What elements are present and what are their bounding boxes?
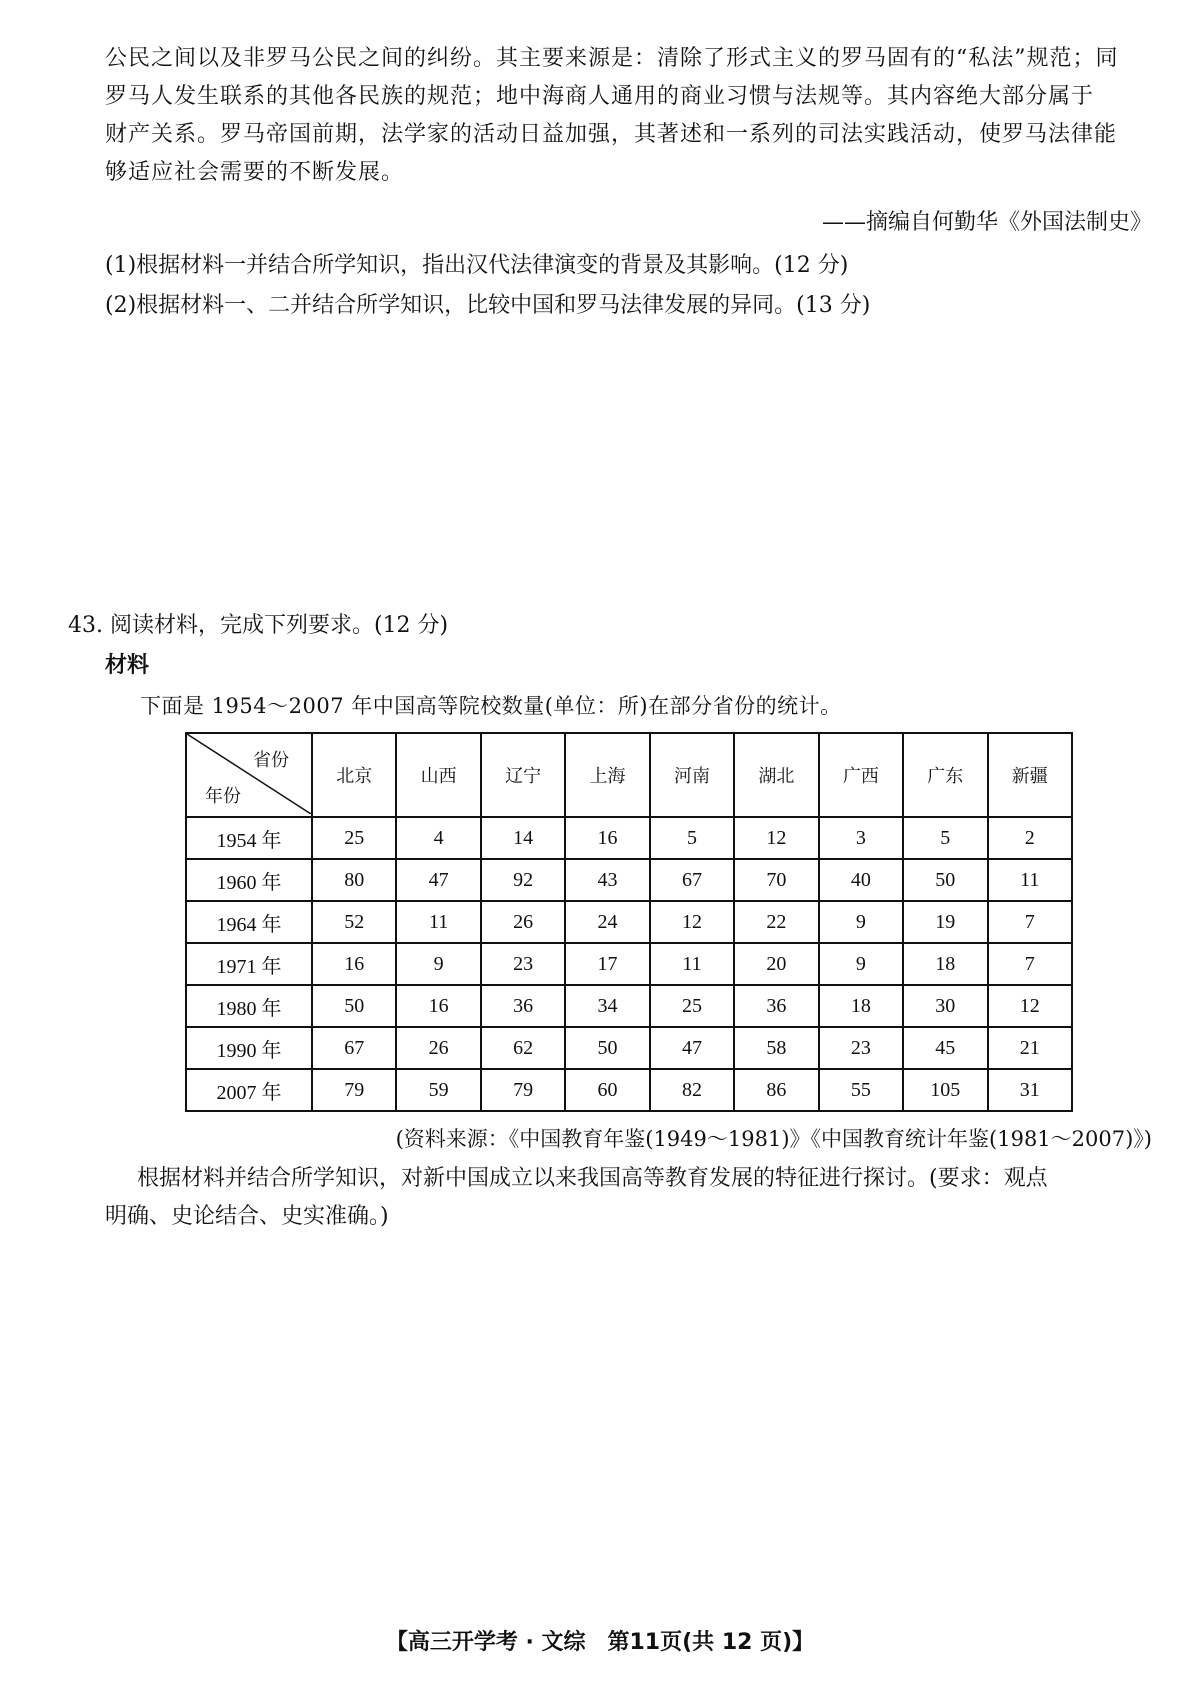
table-cell: 70 bbox=[734, 859, 818, 901]
table-cell: 11 bbox=[650, 943, 734, 985]
table-cell: 34 bbox=[565, 985, 649, 1027]
table-cell: 7 bbox=[988, 901, 1073, 943]
table-cell: 36 bbox=[734, 985, 818, 1027]
table-row bbox=[186, 985, 1072, 1027]
paragraph-line: 罗马人发生联系的其他各民族的规范；地中海商人通用的商业习惯与法规等。其内容绝大部分属于 bbox=[105, 84, 1095, 109]
table-cell: 3 bbox=[819, 817, 903, 859]
table-cell: 80 bbox=[312, 859, 396, 901]
question-2: (2)根据材料一、二并结合所学知识，比较中国和罗马法律发展的异同。(13 分) bbox=[105, 293, 871, 318]
table-cell: 17 bbox=[565, 943, 649, 985]
table-cell: 79 bbox=[312, 1069, 396, 1111]
column-header: 北京 bbox=[312, 733, 396, 817]
table-cell: 4 bbox=[396, 817, 480, 859]
table-cell: 7 bbox=[988, 943, 1073, 985]
table-cell: 12 bbox=[650, 901, 734, 943]
column-header: 广西 bbox=[819, 733, 903, 817]
table-cell: 16 bbox=[396, 985, 480, 1027]
table-cell: 24 bbox=[565, 901, 649, 943]
table-cell: 47 bbox=[650, 1027, 734, 1069]
material-intro: 下面是 1954～2007 年中国高等院校数量(单位：所)在部分省份的统计。 bbox=[140, 694, 842, 718]
table-cell: 9 bbox=[819, 901, 903, 943]
question-43-title: 43. 阅读材料，完成下列要求。(12 分) bbox=[68, 613, 449, 638]
table-cell: 58 bbox=[734, 1027, 818, 1069]
table-cell: 20 bbox=[734, 943, 818, 985]
material-label: 材料 bbox=[105, 652, 150, 678]
table-source: (资料来源：《中国教育年鉴(1949～1981)》《中国教育统计年鉴(1981～2007)》) bbox=[395, 1127, 1152, 1151]
paragraph-line: 公民之间以及非罗马公民之间的纠纷。其主要来源是：清除了形式主义的罗马固有的“私法”规范；同 bbox=[105, 46, 1119, 71]
column-header: 湖北 bbox=[734, 733, 818, 817]
corner-province-label: 省份 bbox=[253, 750, 289, 770]
column-header: 新疆 bbox=[988, 733, 1073, 817]
question-43-task bbox=[105, 1160, 1165, 1236]
table-row bbox=[186, 1069, 1072, 1111]
table-cell: 55 bbox=[819, 1069, 903, 1111]
material-two-source: ——摘编自何勤华《外国法制史》 bbox=[821, 210, 1152, 235]
table-row bbox=[186, 901, 1072, 943]
table-cell: 9 bbox=[396, 943, 480, 985]
table-cell: 25 bbox=[312, 817, 396, 859]
table-corner-cell bbox=[186, 733, 312, 817]
table-cell: 52 bbox=[312, 901, 396, 943]
table-body bbox=[186, 817, 1072, 1111]
table-cell: 11 bbox=[396, 901, 480, 943]
university-count-table bbox=[185, 732, 1073, 1112]
table-cell: 16 bbox=[312, 943, 396, 985]
table-cell: 16 bbox=[565, 817, 649, 859]
row-year-cell: 1990 年 bbox=[186, 1027, 312, 1069]
column-header: 河南 bbox=[650, 733, 734, 817]
table-row bbox=[186, 817, 1072, 859]
table-cell: 30 bbox=[903, 985, 987, 1027]
table-cell: 11 bbox=[988, 859, 1073, 901]
table-cell: 12 bbox=[988, 985, 1073, 1027]
table-cell: 31 bbox=[988, 1069, 1073, 1111]
table-cell: 26 bbox=[481, 901, 565, 943]
table-cell: 50 bbox=[312, 985, 396, 1027]
table-cell: 25 bbox=[650, 985, 734, 1027]
table-cell: 86 bbox=[734, 1069, 818, 1111]
table-cell: 22 bbox=[734, 901, 818, 943]
table-cell: 43 bbox=[565, 859, 649, 901]
row-year-cell: 1971 年 bbox=[186, 943, 312, 985]
table-cell: 18 bbox=[903, 943, 987, 985]
paragraph-line: 够适应社会需要的不断发展。 bbox=[105, 160, 405, 185]
row-year-cell: 2007 年 bbox=[186, 1069, 312, 1111]
column-header: 广东 bbox=[903, 733, 987, 817]
row-year-cell: 1980 年 bbox=[186, 985, 312, 1027]
table-cell: 45 bbox=[903, 1027, 987, 1069]
table-cell: 50 bbox=[565, 1027, 649, 1069]
table-cell: 5 bbox=[903, 817, 987, 859]
table-cell: 26 bbox=[396, 1027, 480, 1069]
table-row bbox=[186, 943, 1072, 985]
table-cell: 67 bbox=[650, 859, 734, 901]
table-cell: 79 bbox=[481, 1069, 565, 1111]
table-cell: 18 bbox=[819, 985, 903, 1027]
table-cell: 36 bbox=[481, 985, 565, 1027]
paragraph-line: 财产关系。罗马帝国前期，法学家的活动日益加强，其著述和一系列的司法实践活动，使罗马法律能 bbox=[105, 122, 1118, 147]
table-row bbox=[186, 859, 1072, 901]
table-cell: 9 bbox=[819, 943, 903, 985]
table-cell: 21 bbox=[988, 1027, 1073, 1069]
table-cell: 40 bbox=[819, 859, 903, 901]
table-cell: 19 bbox=[903, 901, 987, 943]
table-cell: 62 bbox=[481, 1027, 565, 1069]
table-cell: 2 bbox=[988, 817, 1073, 859]
table-cell: 105 bbox=[903, 1069, 987, 1111]
table-cell: 12 bbox=[734, 817, 818, 859]
table-row bbox=[186, 1027, 1072, 1069]
column-header: 上海 bbox=[565, 733, 649, 817]
table-header-row bbox=[186, 733, 1072, 817]
column-header: 辽宁 bbox=[481, 733, 565, 817]
page-footer: 【高三开学考 · 文综 第11页(共 12 页)】 bbox=[385, 1630, 815, 1655]
material-two-paragraph bbox=[105, 40, 1155, 192]
row-year-cell: 1954 年 bbox=[186, 817, 312, 859]
table-cell: 92 bbox=[481, 859, 565, 901]
corner-year-label: 年份 bbox=[205, 786, 241, 806]
table-cell: 59 bbox=[396, 1069, 480, 1111]
row-year-cell: 1964 年 bbox=[186, 901, 312, 943]
task-line: 明确、史论结合、史实准确。) bbox=[105, 1204, 389, 1229]
table-cell: 5 bbox=[650, 817, 734, 859]
table-cell: 23 bbox=[481, 943, 565, 985]
table-cell: 82 bbox=[650, 1069, 734, 1111]
task-line: 根据材料并结合所学知识，对新中国成立以来我国高等教育发展的特征进行探讨。(要求：观点 bbox=[137, 1166, 1048, 1191]
table-cell: 47 bbox=[396, 859, 480, 901]
column-header: 山西 bbox=[396, 733, 480, 817]
table-cell: 14 bbox=[481, 817, 565, 859]
table-cell: 67 bbox=[312, 1027, 396, 1069]
row-year-cell: 1960 年 bbox=[186, 859, 312, 901]
table-cell: 60 bbox=[565, 1069, 649, 1111]
table-cell: 23 bbox=[819, 1027, 903, 1069]
question-1: (1)根据材料一并结合所学知识，指出汉代法律演变的背景及其影响。(12 分) bbox=[105, 253, 849, 278]
table-cell: 50 bbox=[903, 859, 987, 901]
